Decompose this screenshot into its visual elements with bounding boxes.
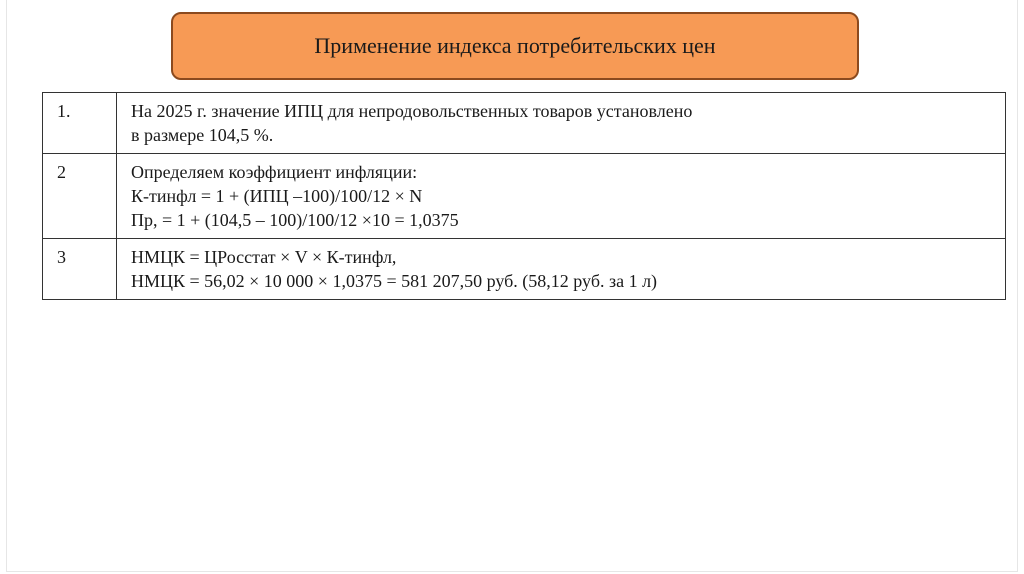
table-row (43, 239, 1006, 300)
row-text-line: НМЦК = 56,02 × 10 000 × 1,0375 = 581 207,50 руб. (58,12 руб. за 1 л) (131, 271, 658, 291)
table-row (43, 154, 1006, 239)
row-text-line: НМЦК = ЦРосстат × V × К-тинфл, (131, 247, 397, 267)
table-row (43, 93, 1006, 154)
row-number: 2 (43, 154, 117, 239)
slide-title: Применение индекса потребительских цен (314, 33, 716, 58)
row-content (117, 154, 1006, 239)
row-text-line: На 2025 г. значение ИПЦ для непродовольственных товаров установлено (131, 101, 693, 121)
row-text-line: Пр, = 1 + (104,5 – 100)/100/12 ×10 = 1,0375 (131, 210, 459, 230)
row-text-line: Определяем коэффициент инфляции: (131, 162, 418, 182)
title-box (171, 12, 859, 80)
row-text-line: в размере 104,5 %. (131, 125, 274, 145)
row-text-line: К-тинфл = 1 + (ИПЦ –100)/100/12 × N (131, 186, 423, 206)
row-content (117, 93, 1006, 154)
row-number: 1. (43, 93, 117, 154)
row-number: 3 (43, 239, 117, 300)
calculation-table (42, 92, 1006, 300)
row-content (117, 239, 1006, 300)
